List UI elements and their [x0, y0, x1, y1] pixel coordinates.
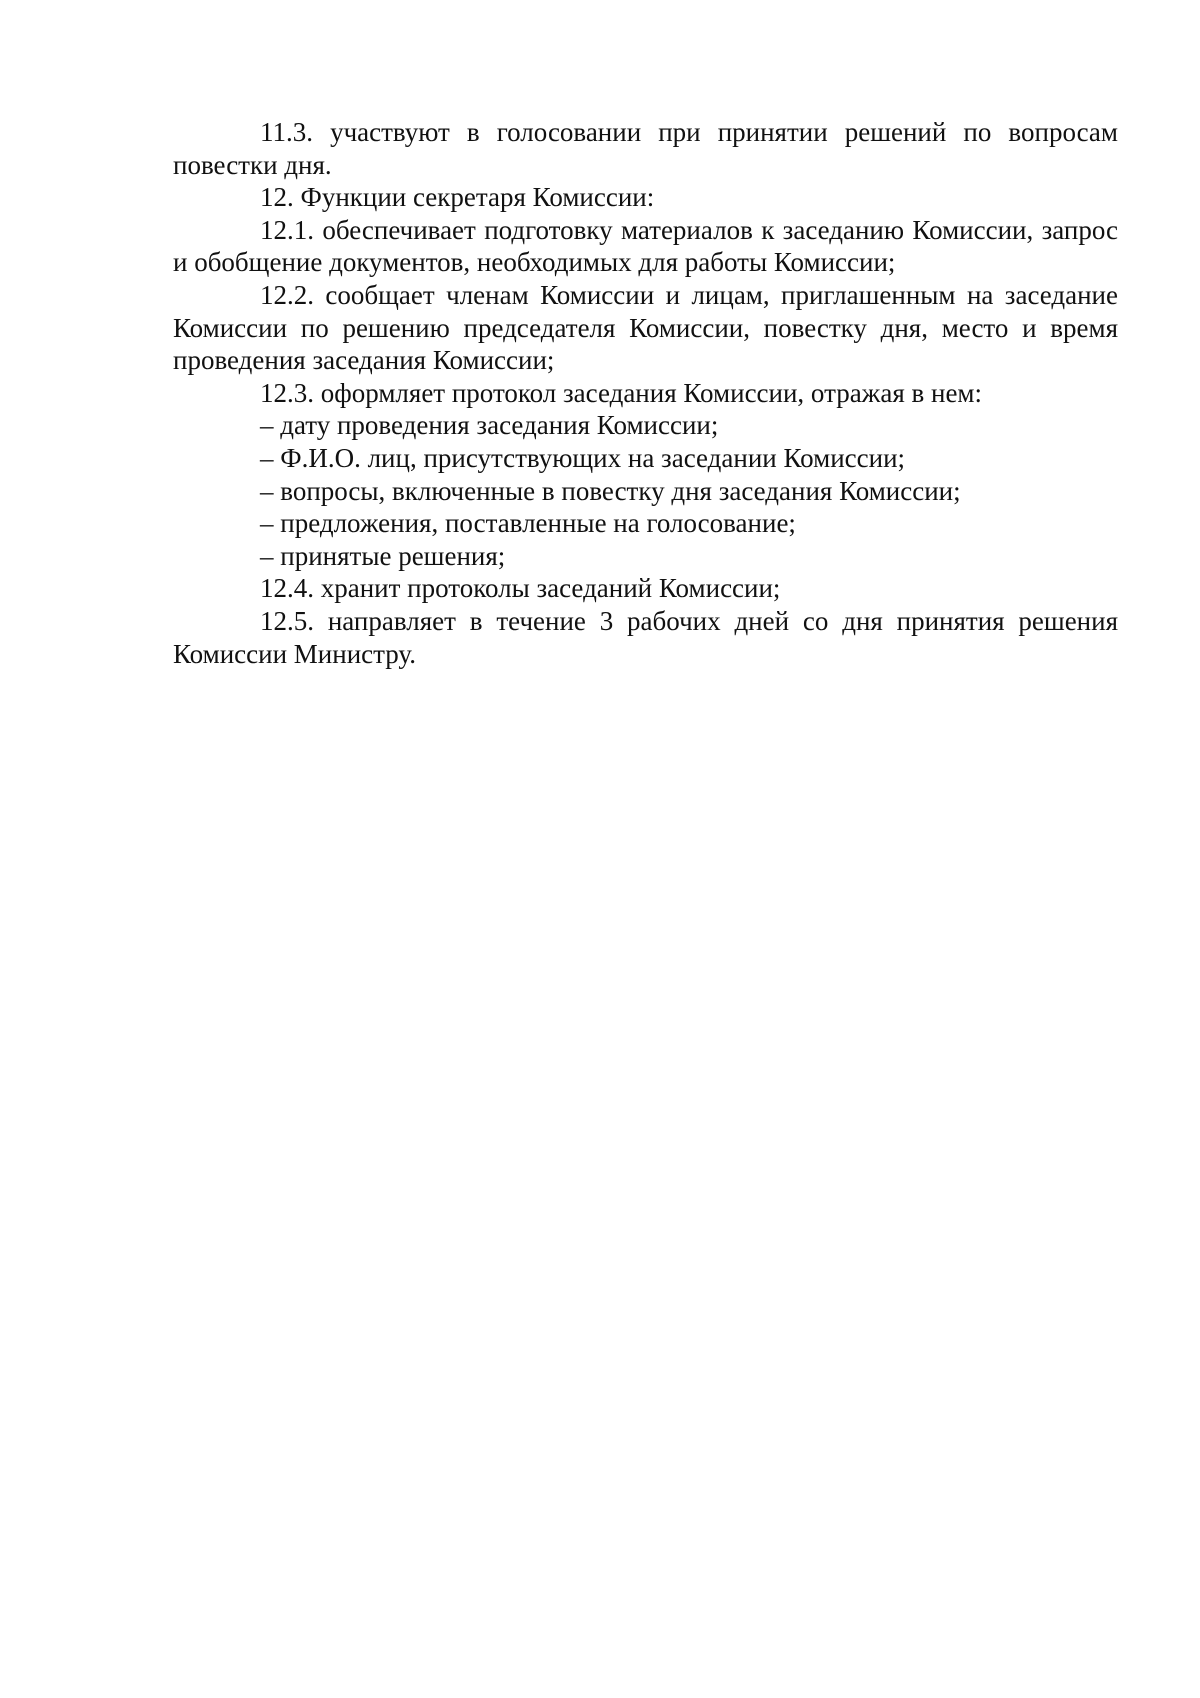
paragraph-12-heading: 12. Функции секретаря Комиссии:	[260, 182, 655, 213]
list-item-attendees: – Ф.И.О. лиц, присутствующих на заседании Комиссии;	[260, 442, 906, 473]
paragraph-12-4: 12.4. хранит протоколы заседаний Комиссии;	[260, 573, 781, 604]
paragraph-12-1: 12.1. обеспечивает подготовку материалов к заседанию Комиссии, запрос и обобщение документов, необходимых для работы Комиссии;	[173, 214, 1118, 278]
paragraph-12-2: 12.2. сообщает членам Комиссии и лицам, приглашенным на заседание Комиссии по решению председателя Комиссии, повестку дня, место и время проведения заседания Комиссии;	[173, 279, 1118, 376]
document-body	[173, 116, 1118, 670]
list-item-agenda: – вопросы, включенные в повестку дня заседания Комиссии;	[260, 475, 961, 506]
paragraph-12-5: 12.5. направляет в течение 3 рабочих дней со дня принятия решения Комиссии Министру.	[173, 605, 1118, 669]
paragraph-12-3: 12.3. оформляет протокол заседания Комиссии, отражая в нем:	[260, 377, 983, 408]
list-item-decisions: – принятые решения;	[260, 540, 506, 571]
list-item-proposals: – предложения, поставленные на голосование;	[260, 508, 796, 539]
list-item-date: – дату проведения заседания Комиссии;	[260, 410, 719, 441]
paragraph-11-3: 11.3. участвуют в голосовании при принятии решений по вопросам повестки дня.	[173, 117, 1118, 180]
